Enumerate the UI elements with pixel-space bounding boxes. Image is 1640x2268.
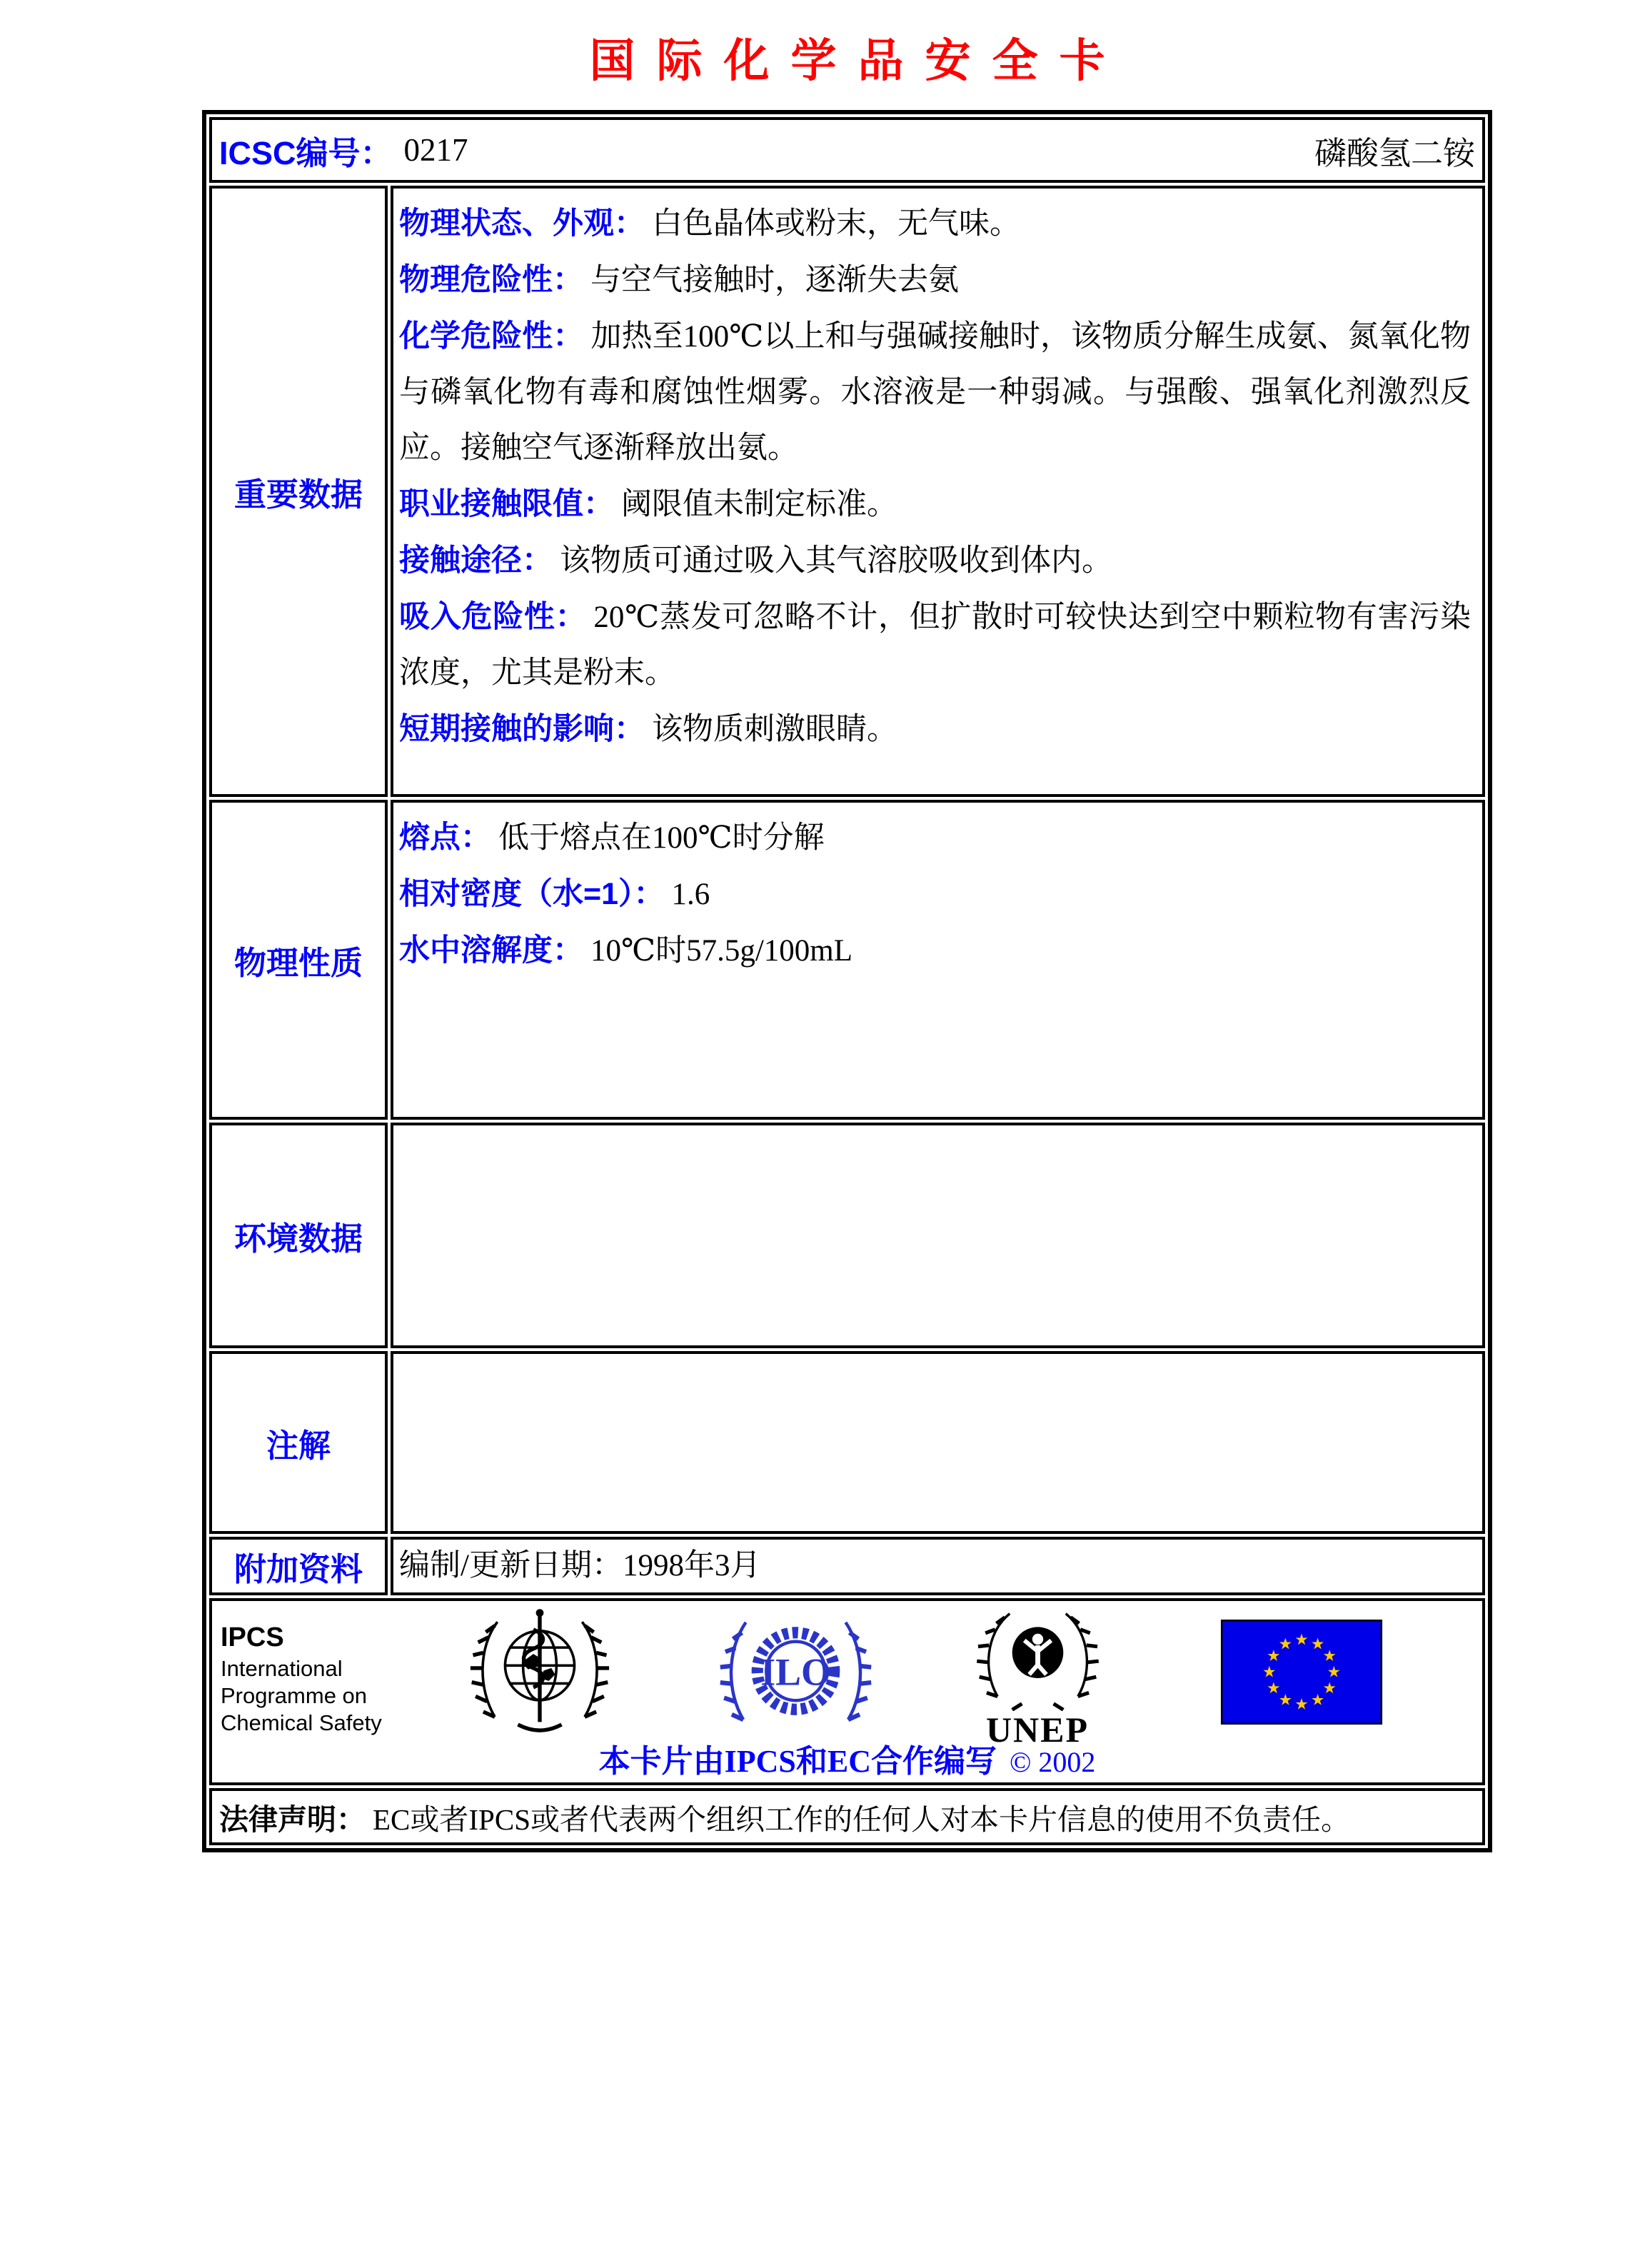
ipcs-text-block <box>221 1624 382 1737</box>
item-label: 化学危险性： <box>399 319 584 353</box>
icsc-number-group <box>219 127 468 174</box>
physical-item <box>399 923 1471 979</box>
unep-wordmark: UNEP <box>985 1710 1090 1750</box>
physical-properties-content <box>391 800 1485 1120</box>
ilo-emblem-icon <box>712 1610 880 1732</box>
ipcs-line: Programme on <box>221 1683 368 1708</box>
important-item <box>399 308 1471 476</box>
who-emblem-icon <box>469 1604 610 1737</box>
logos-cell <box>209 1598 1485 1785</box>
legal-label: 法律声明： <box>219 1802 366 1836</box>
item-label: 相对密度（水=1）： <box>399 877 665 911</box>
caption-text: 本卡片由IPCS和EC合作编写 <box>598 1744 997 1779</box>
notes-label: 注解 <box>209 1351 388 1534</box>
item-label: 接触途径： <box>399 543 553 578</box>
notes-content <box>391 1351 1485 1534</box>
physical-item <box>399 810 1471 866</box>
additional-info-row <box>209 1537 1485 1595</box>
item-text: 该物质可通过吸入其气溶胶吸收到体内。 <box>560 544 1112 578</box>
header-row <box>209 117 1485 183</box>
icsc-number-label: ICSC编号： <box>219 134 393 171</box>
environmental-data-content <box>391 1123 1485 1348</box>
environmental-data-label: 环境数据 <box>209 1123 388 1348</box>
item-label: 水中溶解度： <box>399 933 583 968</box>
ipcs-title: IPCS <box>221 1622 284 1652</box>
update-date-text: 编制/更新日期：1998年3月 <box>399 1549 761 1582</box>
unep-logo-block <box>966 1604 1109 1750</box>
environmental-data-row <box>209 1123 1485 1348</box>
item-label: 短期接触的影响： <box>399 712 645 746</box>
important-item <box>399 701 1471 758</box>
physical-properties-row <box>209 800 1485 1120</box>
item-text: 低于熔点在100℃时分解 <box>498 821 825 855</box>
logos-row <box>209 1598 1485 1785</box>
legal-text: EC或者IPCS或者代表两个组织工作的任何人对本卡片信息的使用不负责任。 <box>373 1802 1350 1836</box>
ipcs-line: Chemical Safety <box>221 1710 382 1735</box>
important-item <box>399 533 1471 589</box>
icsc-card-table <box>202 110 1492 1852</box>
item-text: 阈限值未制定标准。 <box>621 488 897 521</box>
icsc-card-page <box>202 0 1492 1852</box>
important-item <box>399 476 1471 533</box>
item-label: 物理状态、外观： <box>399 206 645 241</box>
item-label: 吸入危险性： <box>399 600 587 634</box>
item-label: 物理危险性： <box>399 263 583 297</box>
item-text: 加热至100℃以上和与强碱接触时，该物质分解生成氨、氮氧化物与磷氧化物有毒和腐蚀性烟雾。水溶液是一种弱减。与强酸、强氧化剂激烈反应。接触空气逐渐释放出氨。 <box>399 320 1471 465</box>
ipcs-line: International <box>221 1656 343 1681</box>
legal-row <box>209 1788 1485 1845</box>
important-item <box>399 589 1471 701</box>
physical-item <box>399 866 1471 923</box>
item-label: 熔点： <box>399 821 491 855</box>
item-text: 10℃时57.5g/100mL <box>590 934 853 968</box>
important-data-row <box>209 186 1485 797</box>
item-text: 该物质刺激眼睛。 <box>652 713 897 746</box>
additional-info-content <box>391 1537 1485 1595</box>
chemical-name: 磷酸氢二铵 <box>1314 135 1475 171</box>
important-data-content <box>391 186 1485 797</box>
item-text: 白色晶体或粉末，无气味。 <box>652 207 1020 241</box>
additional-info-label: 附加资料 <box>209 1537 388 1595</box>
page-title: 国际化学品安全卡 <box>589 36 1127 86</box>
item-text: 20℃蒸发可忽略不计，但扩散时可较快达到空中颗粒物有害污染浓度，尤其是粉末。 <box>399 601 1471 690</box>
cooperation-caption <box>212 1741 1482 1783</box>
icsc-number-value: 0217 <box>403 132 468 168</box>
item-label: 职业接触限值： <box>399 487 614 521</box>
copyright-text: © 2002 <box>1009 1746 1096 1778</box>
eu-flag-icon <box>1220 1620 1383 1725</box>
notes-row <box>209 1351 1485 1534</box>
item-text: 1.6 <box>671 878 710 911</box>
unep-emblem-icon <box>968 1604 1107 1711</box>
item-text: 与空气接触时，逐渐失去氨 <box>590 264 959 297</box>
physical-properties-label: 物理性质 <box>209 800 388 1120</box>
important-item <box>399 252 1471 308</box>
ilo-letters: ILO <box>760 1650 831 1694</box>
header-cell <box>209 117 1485 183</box>
legal-cell <box>209 1788 1485 1845</box>
important-data-label: 重要数据 <box>209 186 388 797</box>
important-item <box>399 196 1471 252</box>
